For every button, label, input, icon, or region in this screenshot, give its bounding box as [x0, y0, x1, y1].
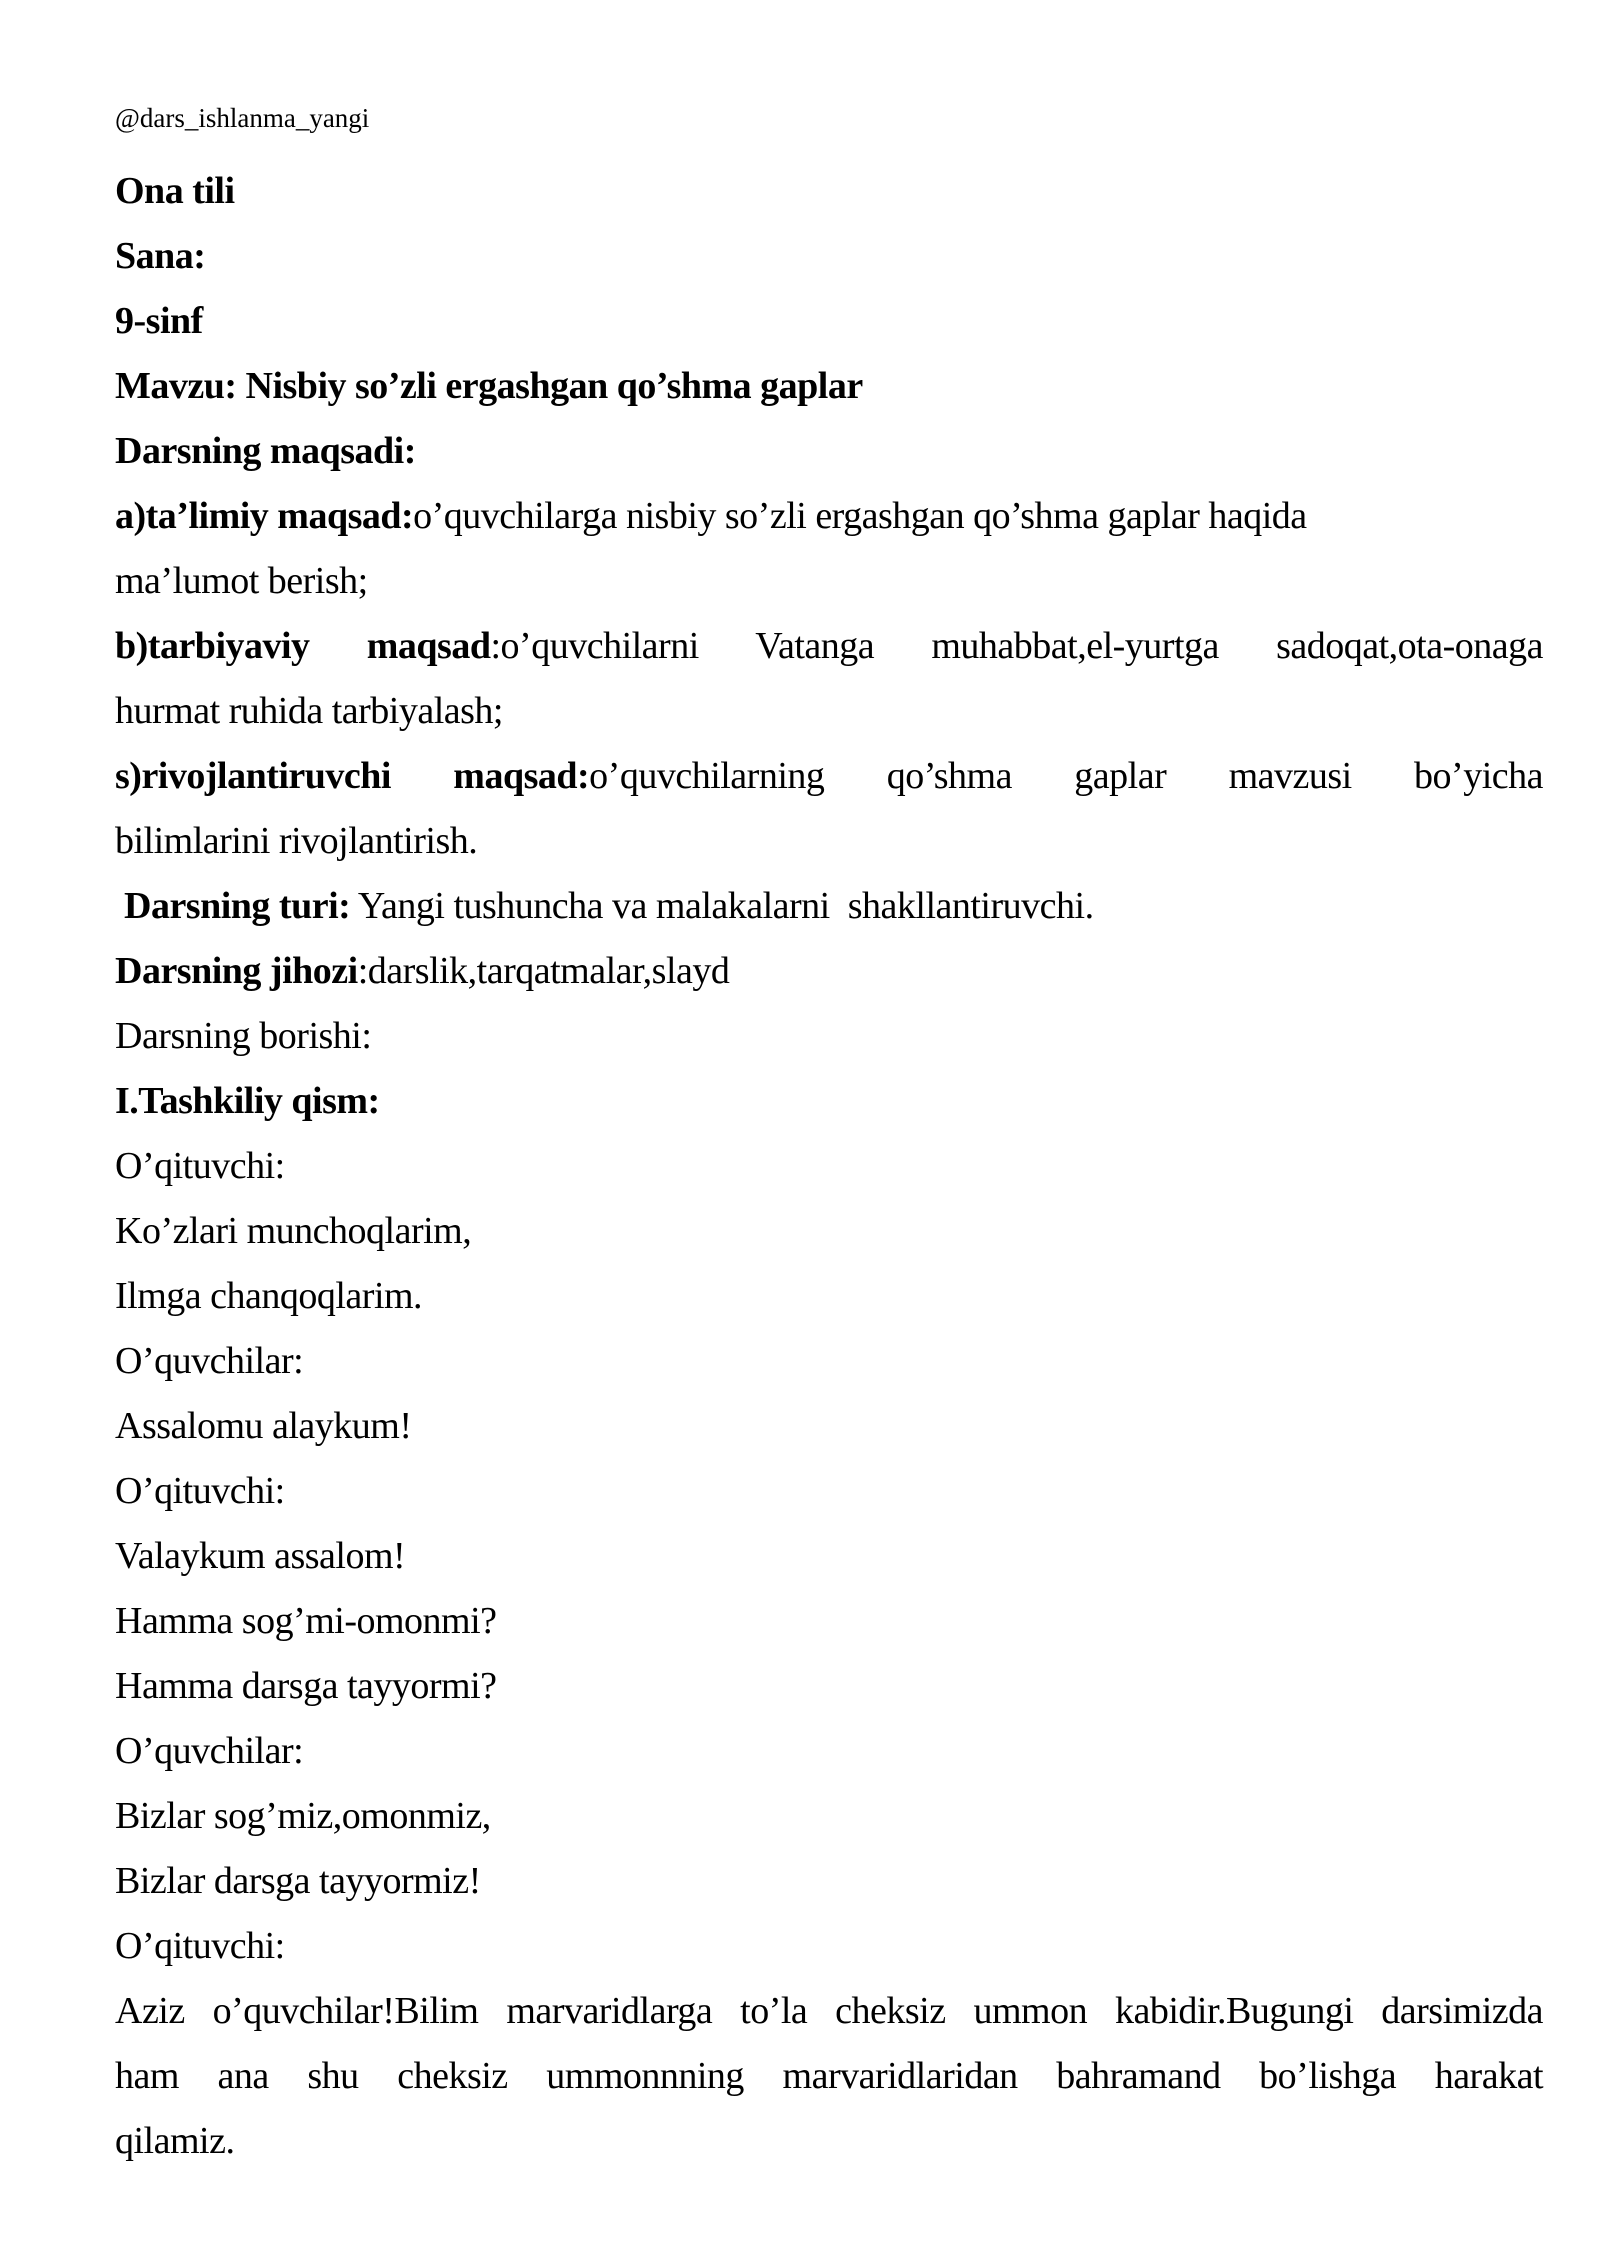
text-run: Assalomu alaykum! [115, 1405, 412, 1447]
educational-goal-line-2 [115, 549, 1543, 614]
teacher-label-1 [115, 1134, 1543, 1199]
text-run: O’quvchilar: [115, 1730, 304, 1772]
students-label-1 [115, 1329, 1543, 1394]
text-run: Yangi tushuncha va malakalarni shakllantiruvchi. [350, 885, 1094, 927]
organizational-part-heading [115, 1069, 1543, 1134]
lesson-type-line [115, 874, 1543, 939]
text-run: Bizlar sog’miz,omonmiz, [115, 1795, 491, 1837]
text-run: Darsning maqsadi: [115, 430, 416, 472]
lesson-procedure-line [115, 1004, 1543, 1069]
teacher-question-1 [115, 1589, 1543, 1654]
text-run: 9-sinf [115, 300, 203, 342]
text-run: Hamma sog’mi-omonmi? [115, 1600, 497, 1642]
students-greeting [115, 1394, 1543, 1459]
text-run: Ona tili [115, 170, 235, 212]
text-run: O’quvchilar: [115, 1340, 304, 1382]
upbringing-goal-line-1 [115, 614, 1543, 679]
teacher-reply-greeting [115, 1524, 1543, 1589]
grade-line [115, 289, 1543, 354]
teacher-intro-line-2 [115, 2044, 1543, 2109]
teacher-question-2 [115, 1654, 1543, 1719]
subject-line [115, 159, 1543, 224]
goal-heading [115, 419, 1543, 484]
upbringing-goal-line-2 [115, 679, 1543, 744]
developmental-goal-line-1 [115, 744, 1543, 809]
teacher-intro-line-3 [115, 2109, 1543, 2174]
text-run: O’qituvchi: [115, 1145, 285, 1187]
educational-goal-line-1 [115, 484, 1543, 549]
text-run: Darsning turi: [115, 885, 351, 927]
students-reply-2 [115, 1849, 1543, 1914]
text-run: b)tarbiyaviy maqsad [115, 625, 491, 667]
text-run: a)ta’limiy maqsad: [115, 495, 414, 537]
text-run: Ko’zlari munchoqlarim, [115, 1210, 472, 1252]
text-run: @dars_ishlanma_yangi [115, 103, 370, 133]
text-run: Sana: [115, 235, 206, 277]
text-run: Darsning borishi: [115, 1015, 372, 1057]
topic-line [115, 354, 1543, 419]
text-run: s)rivojlantiruvchi maqsad: [115, 755, 590, 797]
text-run: :o’quvchilarni Vatanga muhabbat,el-yurtga sadoqat,ota-onaga [490, 625, 1543, 667]
verse-line-1 [115, 1199, 1543, 1264]
text-run: ma’lumot berish; [115, 560, 368, 602]
developmental-goal-line-2 [115, 809, 1543, 874]
text-run: Aziz o’quvchilar!Bilim marvaridlarga to’la cheksiz ummon kabidir.Bugungi darsimizda [115, 1990, 1543, 2032]
text-run: hurmat ruhida tarbiyalash; [115, 690, 503, 732]
text-run: O’qituvchi: [115, 1470, 285, 1512]
text-run: Darsning jihozi [115, 950, 358, 992]
text-run: Hamma darsga tayyormi? [115, 1665, 497, 1707]
text-run: O’qituvchi: [115, 1925, 285, 1967]
date-line [115, 224, 1543, 289]
text-run: qilamiz. [115, 2120, 235, 2162]
teacher-label-3 [115, 1914, 1543, 1979]
text-run: o’quvchilarning qo’shma gaplar mavzusi bo’yicha [589, 755, 1543, 797]
text-run: Ilmga chanqoqlarim. [115, 1275, 423, 1317]
document-body [115, 86, 1543, 2174]
students-label-2 [115, 1719, 1543, 1784]
channel-handle [115, 86, 1543, 151]
text-run: Mavzu: Nisbiy so’zli ergashgan qo’shma gaplar [115, 365, 863, 407]
verse-line-2 [115, 1264, 1543, 1329]
teacher-label-2 [115, 1459, 1543, 1524]
text-run: o’quvchilarga nisbiy so’zli ergashgan qo’shma gaplar haqida [413, 495, 1307, 537]
text-run: :darslik,tarqatmalar,slayd [357, 950, 730, 992]
students-reply-1 [115, 1784, 1543, 1849]
text-run: ham ana shu cheksiz ummonnning marvaridlaridan bahramand bo’lishga harakat [115, 2055, 1543, 2097]
text-run: Valaykum assalom! [115, 1535, 406, 1577]
text-run: Bizlar darsga tayyormiz! [115, 1860, 481, 1902]
text-run: I.Tashkiliy qism: [115, 1080, 380, 1122]
teacher-intro-line-1 [115, 1979, 1543, 2044]
text-run: bilimlarini rivojlantirish. [115, 820, 478, 862]
lesson-equipment-line [115, 939, 1543, 1004]
